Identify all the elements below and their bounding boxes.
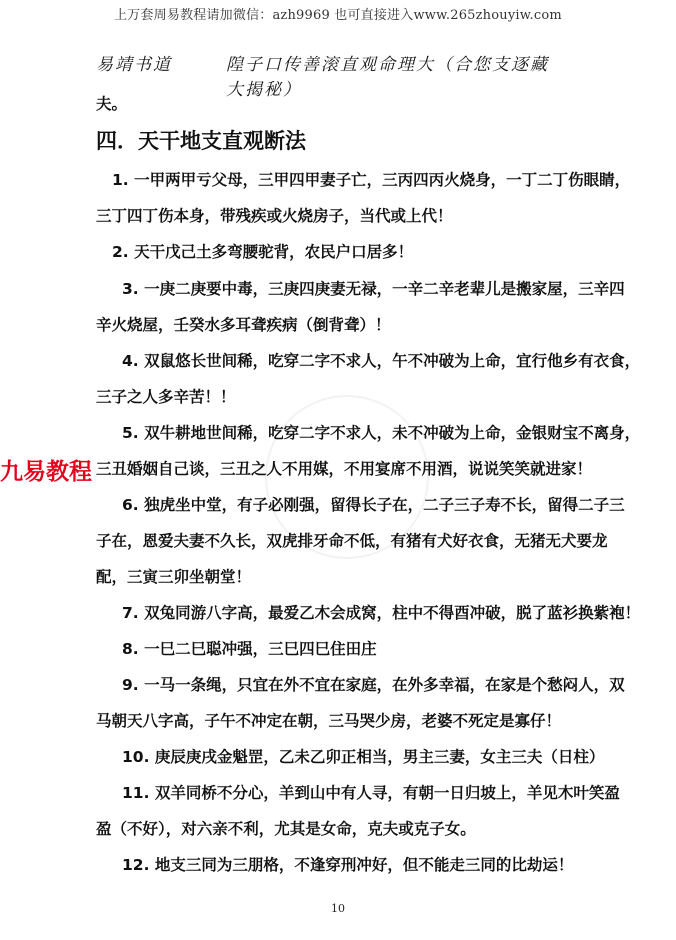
text-line: 盈（不好），对六亲不利，尤其是女命，克夫或克子女。 [96,820,476,838]
text-line: 5. 双牛耕地世间稀，吃穿二字不求人，未不冲破为上命，金银财宝不离身， [122,424,641,442]
text-line: 三丑婚姻自己谈，三丑之人不用媒，不用宴席不用酒，说说笑笑就进家！ [96,460,593,478]
text-line: 7. 双兔同游八字高，最爱乙木会成窝，柱中不得酉冲破，脱了蓝衫换紫袍！ [122,604,641,622]
header-right: 隍子口传善滚直观命理大（合您支逐藏大揭秘） [226,55,549,100]
text-line: 三丁四丁伤本身，带残疾或火烧房子，当代或上代！ [96,207,453,225]
text-line: 6. 独虎坐中堂，有子必刚强，留得长子在，二子三子寿不长，留得二子三 [122,496,625,514]
text-line: 1. 一甲两甲亏父母，三甲四甲妻子亡，三丙四丙火烧身，一丁二丁伤眼睛， [112,171,631,189]
text-line: 2. 天干戊己土多弯腰驼背，农民户口居多！ [112,243,414,261]
text-line: 10. 庚辰庚戌金魁罡，乙未乙卯正相当，男主三妻，女主三夫（日柱） [122,748,605,766]
text-line: 辛火烧屋，壬癸水多耳聋疾病（倒背聋）！ [96,316,391,334]
text-line: 11. 双羊同桥不分心，羊到山中有人寻，有朝一日归坡上，羊见木叶笑盈 [122,784,620,802]
text-line: 夫。 [96,95,128,113]
text-line: 3. 一庚二庚要中毒，三庚四庚妻无禄，一辛二辛老辈儿是搬家屋，三辛四 [122,280,625,298]
text-line: 9. 一马一条绳，只宜在外不宜在家庭，在外多幸福，在家是个愁闷人，双 [122,676,625,694]
brand-watermark: 九易教程 [0,459,92,485]
text-line: 三子之人多辛苦！！ [96,388,236,406]
text-line: 4. 双鼠悠长世间稀，吃穿二字不求人，午不冲破为上命，宜行他乡有衣食， [122,352,641,370]
section-title: 四．天干地支直观断法 [96,129,306,153]
text-line: 马朝天八字高，子午不冲定在朝，三马哭少房，老婆不死定是寡仔！ [96,712,562,730]
text-line: 子在，恩爱夫妻不久长，双虎排牙命不低，有猪有犬好衣食，无猪无犬要龙 [96,532,608,550]
page-number: 10 [331,902,345,915]
text-line: 8. 一巳二巳聪冲强，三巳四巳住田庄 [122,640,377,658]
top-watermark: 上万套周易教程请加微信：azh9969 也可直接进入www.265zhouyiw.com [114,8,562,23]
header-left: 易靖书道 [96,55,172,75]
text-line: 配，三寅三卯坐朝堂！ [96,568,252,586]
text-line: 12. 地支三同为三朋格，不逢穿刑冲好，但不能走三同的比劫运！ [122,856,574,874]
